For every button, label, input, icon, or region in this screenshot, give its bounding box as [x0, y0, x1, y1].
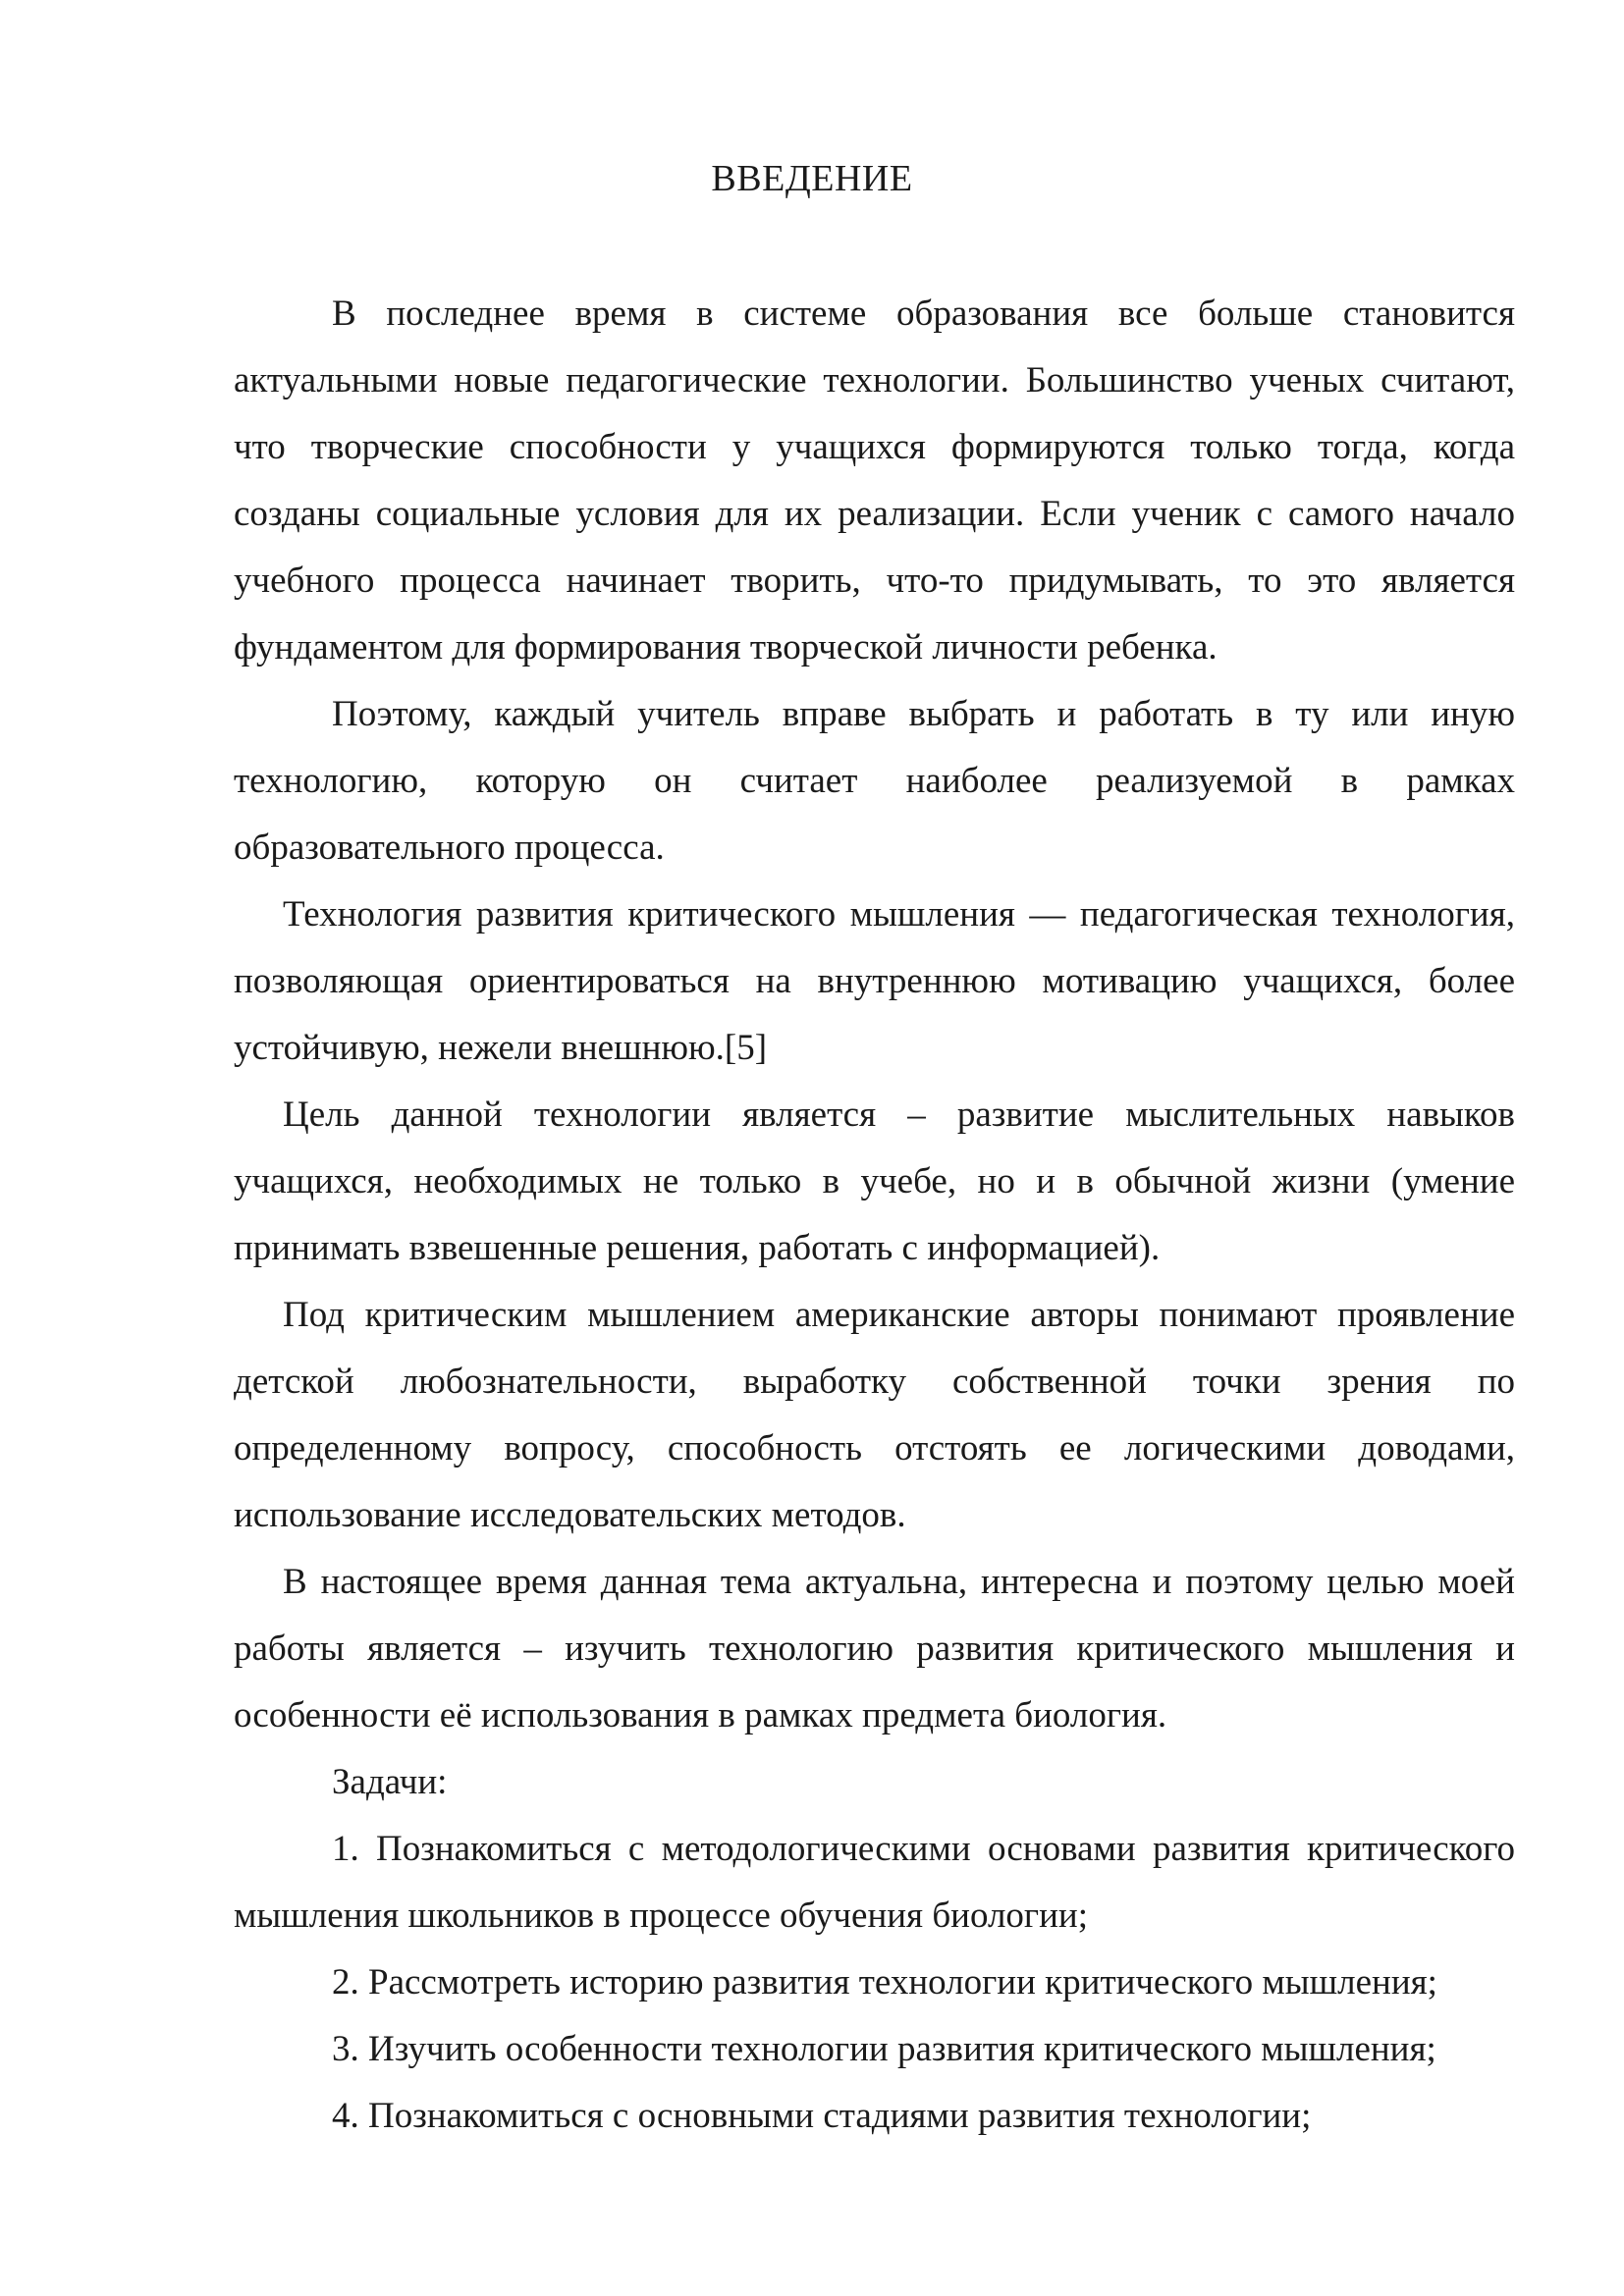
task-item: 1. Познакомиться с методологическими основами развития критического мышления школьников в процессе обучения биологии; — [234, 1829, 1515, 1936]
paragraph-technology-goal: Цель данной технологии является – развитие мыслительных навыков учащихся, необходимых не только в учебе, но и в обычной жизни (умение принимать взвешенные решения, работать с информацией). — [234, 1095, 1515, 1268]
task-item: 3. Изучить особенности технологии развития критического мышления; — [332, 2029, 1436, 2069]
paragraph-intro: В последнее время в системе образования все больше становится актуальными новые педагогические технологии. Большинство ученых считают, что творческие способности у учащихся формируются только тогда, когда созданы социальные условия для их реализации. Если ученик с самого начало учебного процесса начинает творить, что-то придумывать, то это является фундаментом для формирования творческой личности ребенка. — [234, 294, 1515, 667]
document-body — [234, 281, 1515, 2150]
task-item: 2. Рассмотреть историю развития технологии критического мышления; — [332, 1962, 1437, 2002]
paragraph-technology-definition: Технология развития критического мышления — педагогическая технология, позволяющая ориентироваться на внутреннюю мотивацию учащихся, более устойчивую, нежели внешнюю.[5] — [234, 894, 1515, 1068]
tasks-heading: Задачи: — [332, 1762, 448, 1802]
paragraph-work-goal: В настоящее время данная тема актуальна, интересна и поэтому целью моей работы является – изучить технологию развития критического мышления и особенности её использования в рамках предмета биология. — [234, 1562, 1515, 1735]
paragraph-critical-thinking: Под критическим мышлением американские авторы понимают проявление детской любознательности, выработку собственной точки зрения по определенному вопросу, способность отстоять ее логическими доводами, использование исследовательских методов. — [234, 1295, 1515, 1535]
task-item: 4. Познакомиться с основными стадиями развития технологии; — [332, 2096, 1312, 2136]
paragraph-teacher-choice: Поэтому, каждый учитель вправе выбрать и работать в ту или иную технологию, которую он считает наиболее реализуемой в рамках образовательного процесса. — [234, 694, 1515, 868]
page-title: ВВЕДЕНИЕ — [711, 158, 913, 199]
